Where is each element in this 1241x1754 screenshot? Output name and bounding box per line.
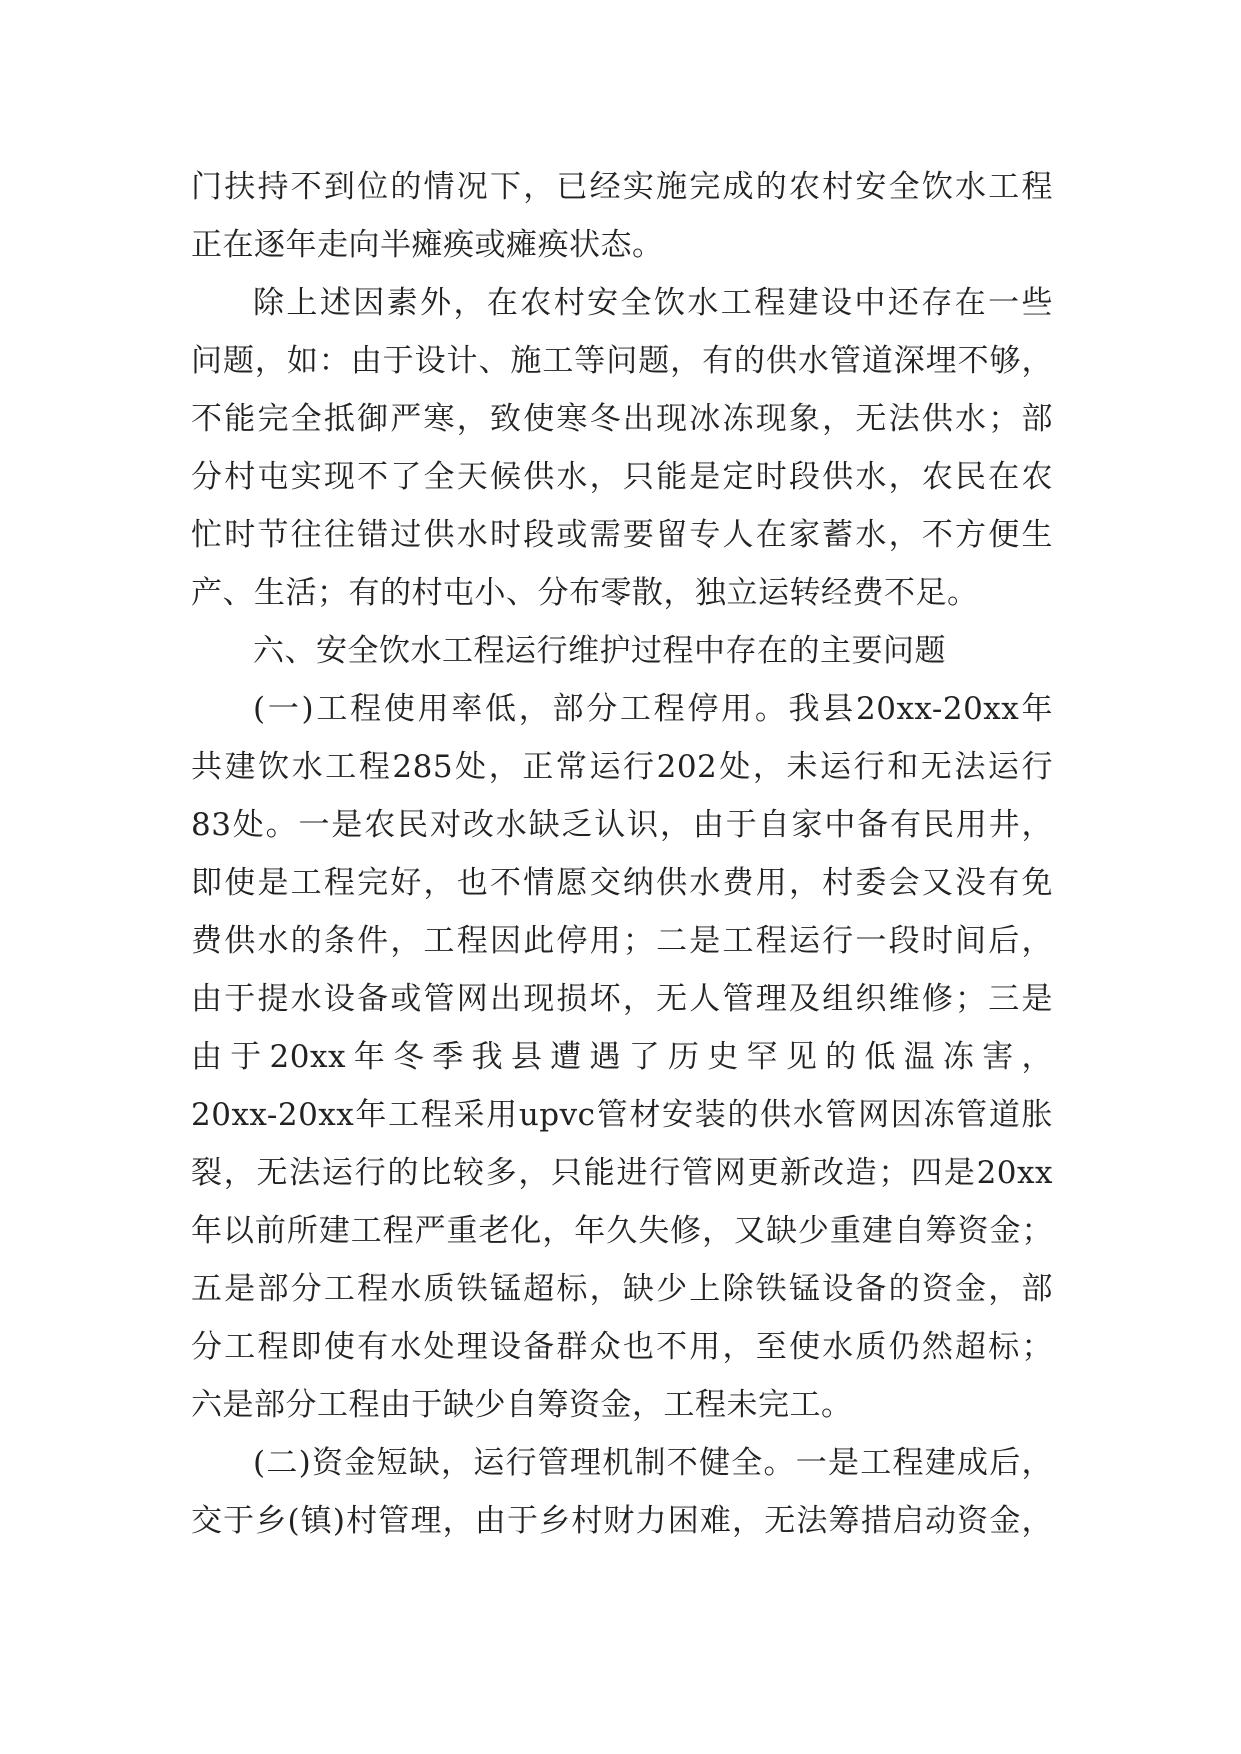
text-line: 不能完全抵御严寒，致使寒冬出现冰冻现象，无法供水；部 — [191, 401, 1053, 437]
text-line: 产、生活；有的村屯小、分布零散，独立运转经费不足。 — [191, 575, 979, 611]
paragraph-first-line: 除上述因素外，在农村安全饮水工程建设中还存在一些 — [253, 285, 1053, 321]
text-line: 即使是工程完好，也不情愿交纳供水费用，村委会又没有免 — [191, 865, 1053, 901]
text-line: 分村屯实现不了全天候供水，只能是定时段供水，农民在农 — [191, 459, 1053, 495]
text-line: 正在逐年走向半瘫痪或瘫痪状态。 — [191, 227, 664, 263]
text-line: 20xx-20xx年工程采用upvc管材安装的供水管网因冻管道胀 — [191, 1097, 1053, 1133]
text-line: 费供水的条件，工程因此停用；二是工程运行一段时间后， — [191, 923, 1053, 959]
section-heading: 六、安全饮水工程运行维护过程中存在的主要问题 — [253, 633, 946, 669]
text-line: 忙时节往往错过供水时段或需要留专人在家蓄水，不方便生 — [191, 517, 1053, 553]
text-line: 由于提水设备或管网出现损坏，无人管理及组织维修；三是 — [191, 981, 1053, 1017]
document-body — [191, 158, 1053, 1550]
paragraph-first-line: (一)工程使用率低，部分工程停用。我县20xx-20xx年 — [253, 691, 1053, 727]
text-line: 五是部分工程水质铁锰超标，缺少上除铁锰设备的资金，部 — [191, 1271, 1053, 1307]
text-line: 问题，如：由于设计、施工等问题，有的供水管道深埋不够， — [191, 343, 1053, 379]
text-line: 门扶持不到位的情况下，已经实施完成的农村安全饮水工程 — [191, 169, 1053, 205]
text-line: 交于乡(镇)村管理，由于乡村财力困难，无法筹措启动资金， — [191, 1503, 1053, 1539]
text-line: 83处。一是农民对改水缺乏认识，由于自家中备有民用井， — [191, 807, 1053, 843]
text-line: 分工程即使有水处理设备群众也不用，至使水质仍然超标； — [191, 1329, 1053, 1365]
paragraph-first-line: (二)资金短缺，运行管理机制不健全。一是工程建成后， — [253, 1445, 1053, 1481]
text-line: 由于20xx年冬季我县遭遇了历史罕见的低温冻害， — [191, 1039, 1053, 1075]
text-line: 裂，无法运行的比较多，只能进行管网更新改造；四是20xx — [191, 1155, 1053, 1191]
text-line: 共建饮水工程285处，正常运行202处，未运行和无法运行 — [191, 749, 1053, 785]
text-line: 六是部分工程由于缺少自筹资金，工程未完工。 — [191, 1387, 853, 1423]
text-line: 年以前所建工程严重老化，年久失修，又缺少重建自筹资金； — [191, 1213, 1053, 1249]
